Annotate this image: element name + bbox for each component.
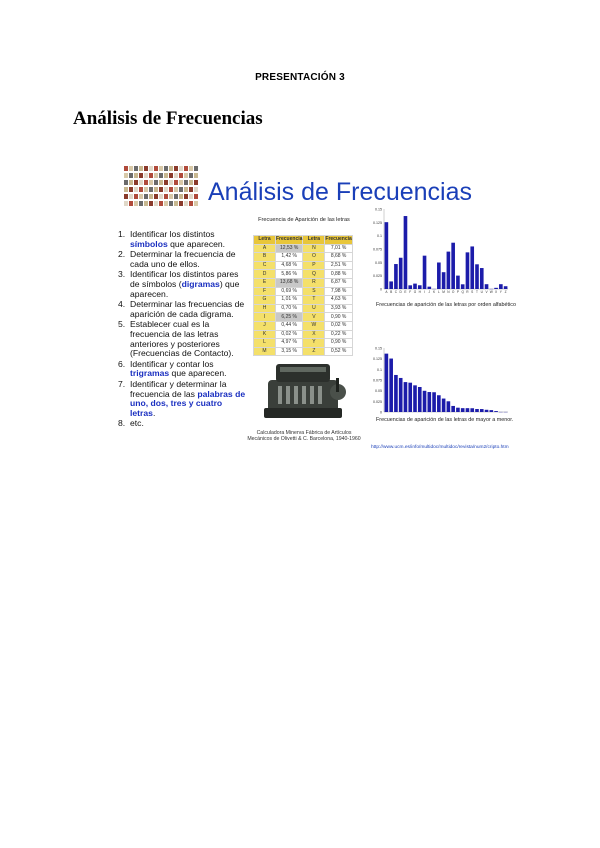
table-header-row <box>254 236 353 245</box>
x-tick-label: S <box>471 290 474 294</box>
x-tick-label: I <box>424 290 425 294</box>
bar <box>404 382 408 412</box>
x-tick-label: T <box>476 290 478 294</box>
y-tick-label: 0.125 <box>373 220 382 225</box>
y-tick-label: 0.1 <box>377 234 382 239</box>
table-header-cell: Frecuencia <box>325 236 352 243</box>
chart-sorted <box>366 346 514 416</box>
list-item <box>118 380 246 418</box>
table-cell: T <box>303 296 325 305</box>
bar <box>504 286 508 289</box>
table-cell: 0,88 % <box>325 270 352 279</box>
table-cell: G <box>254 296 276 305</box>
y-tick-label: 0.075 <box>373 378 382 383</box>
bar <box>399 378 403 412</box>
bar <box>389 281 393 289</box>
bar <box>461 284 465 289</box>
y-tick-label: 0.025 <box>373 399 382 404</box>
list-item-text: Determinar la frecuencia de cada uno de ellos. <box>130 249 236 269</box>
table-cell: P <box>303 261 325 270</box>
bar <box>494 288 498 289</box>
table-row <box>254 296 353 305</box>
page-header: PRESENTACIÓN 3 <box>255 72 345 83</box>
table-header-cell: Letra <box>303 236 325 245</box>
y-tick-label: 0.025 <box>373 274 382 279</box>
bar <box>385 222 389 289</box>
table-cell: Q <box>303 270 325 279</box>
list-item <box>118 300 246 319</box>
table-cell: D <box>254 270 276 279</box>
table-cell: 0,22 % <box>325 330 352 339</box>
table-cell: 2,51 % <box>325 261 352 270</box>
x-tick-label: R <box>466 290 469 294</box>
list-item-number: 3. <box>118 269 126 280</box>
bar <box>466 408 470 412</box>
x-tick-label: A <box>385 290 388 294</box>
bar <box>418 387 422 412</box>
table-cell: 13,68 % <box>276 278 303 287</box>
table-cell: 6,87 % <box>325 278 352 287</box>
y-tick-label: 0.15 <box>375 207 382 212</box>
table-cell: J <box>254 321 276 330</box>
list-item-text: Identificar y contar los trigramas que aparecen. <box>130 358 227 379</box>
table-row <box>254 304 353 313</box>
table-cell: 0,69 % <box>276 287 303 296</box>
list-item-number: 1. <box>118 229 126 239</box>
table-cell: 1,01 % <box>276 296 303 305</box>
chart-alphabetical-caption: Frecuencias de aparición de las letras por orden alfabético <box>376 302 516 308</box>
y-tick-label: 0.15 <box>375 346 382 351</box>
table-header-cell: Frecuencia <box>276 236 303 243</box>
bar <box>461 408 465 412</box>
bar <box>470 246 474 289</box>
table-cell: E <box>254 278 276 287</box>
bar <box>408 383 412 412</box>
x-tick-label: Z <box>504 290 507 294</box>
list-item-text: etc. <box>130 418 144 429</box>
bar <box>394 264 398 289</box>
bar <box>418 285 422 289</box>
table-cell: S <box>303 287 325 296</box>
x-tick-label: N <box>447 290 450 294</box>
x-tick-label: P <box>456 290 459 294</box>
bar <box>499 284 503 289</box>
bar <box>437 395 441 412</box>
list-item-number: 8. <box>118 418 126 429</box>
table-cell: Z <box>303 347 325 356</box>
calculator-machine-image <box>258 358 348 426</box>
table-cell: L <box>254 339 276 348</box>
steps-list <box>118 230 246 430</box>
table-cell: 7,01 % <box>325 244 352 253</box>
bar <box>451 243 455 289</box>
x-tick-label: B <box>390 290 393 294</box>
table-cell: A <box>254 244 276 253</box>
list-item-text: Identificar y determinar la frecuencia de las palabras de uno, dos, tres y cuatro letras. <box>130 378 246 418</box>
table-row <box>254 287 353 296</box>
y-tick-label: 0.075 <box>373 247 382 252</box>
table-cell: B <box>254 253 276 262</box>
table-cell: 4,63 % <box>325 296 352 305</box>
table-cell: U <box>303 304 325 313</box>
list-item <box>118 230 246 249</box>
x-tick-label: U <box>480 290 483 294</box>
y-tick-label: 0.05 <box>375 260 382 265</box>
x-tick-label: Y <box>499 290 502 294</box>
page-title: Análisis de Frecuencias <box>73 108 263 129</box>
y-tick-label: 0.125 <box>373 357 382 362</box>
table-cell: 0,02 % <box>276 330 303 339</box>
table-cell: 6,25 % <box>276 313 303 322</box>
x-tick-label: D <box>399 290 402 294</box>
bar <box>437 262 441 289</box>
x-tick-label: C <box>394 290 398 294</box>
table-cell: 4,68 % <box>276 261 303 270</box>
table-row <box>254 278 353 287</box>
y-tick-label: 0.1 <box>377 367 382 372</box>
list-item-text: Determinar las frecuencias de aparición de cada digrama. <box>130 299 245 319</box>
bar <box>423 391 427 412</box>
slide-image <box>118 160 516 460</box>
list-item-number: 7. <box>118 378 126 389</box>
list-item-number: 4. <box>118 299 126 310</box>
table-cell: 7,98 % <box>325 287 352 296</box>
bar <box>385 354 389 412</box>
bar <box>475 264 479 289</box>
bar <box>399 258 403 289</box>
list-item-text: Establecer cual es la frecuencia de las letras anteriores y posteriores (Frecuencias de Contacto). <box>130 319 234 359</box>
table-row <box>254 270 353 279</box>
bar <box>494 411 498 412</box>
bar <box>432 392 436 412</box>
table-cell: M <box>254 347 276 356</box>
y-tick-label: 0 <box>380 410 382 415</box>
table-cell: N <box>303 244 325 253</box>
table-cell: R <box>303 278 325 287</box>
x-tick-label: Q <box>461 290 464 294</box>
bar <box>456 408 460 412</box>
bar <box>408 285 412 289</box>
table-row <box>254 261 353 270</box>
bar <box>480 409 484 412</box>
x-tick-label: O <box>451 290 455 294</box>
bar <box>413 385 417 412</box>
list-item <box>118 419 246 429</box>
bar <box>447 401 451 412</box>
table-cell: 0,02 % <box>325 321 352 330</box>
x-tick-label: X <box>495 290 498 294</box>
x-tick-label: L <box>437 290 440 294</box>
frequency-table <box>253 235 353 356</box>
bar <box>466 252 470 289</box>
bar <box>485 284 489 289</box>
table-cell: V <box>303 313 325 322</box>
chart-sorted-caption: Frecuencias de aparición de las letras de mayor a menor. <box>376 417 514 423</box>
x-tick-label: E <box>404 290 407 294</box>
table-cell: 3,93 % <box>325 304 352 313</box>
x-tick-label: J <box>428 290 431 294</box>
list-item-text: Identificar los distintos símbolos que aparecen. <box>130 229 226 249</box>
table-row <box>254 321 353 330</box>
chart-alphabetical <box>366 205 514 300</box>
table-cell: 8,68 % <box>325 253 352 262</box>
bar <box>470 408 474 412</box>
x-tick-label: V <box>485 290 488 294</box>
x-tick-label: G <box>413 290 417 294</box>
y-tick-label: 0 <box>380 287 382 292</box>
list-item <box>118 270 246 299</box>
bar <box>485 410 489 412</box>
x-tick-label: K <box>433 290 436 294</box>
table-cell: 0,70 % <box>276 304 303 313</box>
table-row <box>254 347 353 356</box>
table-cell: 0,52 % <box>325 347 352 356</box>
y-tick-label: 0.05 <box>375 389 382 394</box>
bar <box>442 399 446 412</box>
list-item <box>118 250 246 269</box>
table-cell: X <box>303 330 325 339</box>
table-cell: 1,42 % <box>276 253 303 262</box>
table-cell: Y <box>303 339 325 348</box>
x-tick-label: H <box>418 290 421 294</box>
bar <box>404 216 408 289</box>
table-cell: H <box>254 304 276 313</box>
bar <box>480 268 484 289</box>
table-cell: 12,53 % <box>276 244 303 253</box>
list-item-number: 6. <box>118 358 126 369</box>
bar <box>389 359 393 412</box>
table-cell: 3,15 % <box>276 347 303 356</box>
bar <box>423 256 427 289</box>
table-cell: 4,97 % <box>276 339 303 348</box>
bar <box>394 375 398 412</box>
bar <box>451 406 455 412</box>
bar <box>427 287 431 289</box>
table-cell: F <box>254 287 276 296</box>
table-row <box>254 330 353 339</box>
machine-caption: Calculadora Minerva Fábrica de Artículos Mecánicos de Olivetti & C. Barcelona, 1940-1960 <box>247 430 361 442</box>
slide-title: Análisis de Frecuencias <box>208 178 473 206</box>
list-item <box>118 320 246 358</box>
list-item <box>118 360 246 379</box>
table-cell: 0,90 % <box>325 339 352 348</box>
table-title: Frecuencia de Aparición de las letras <box>258 217 350 223</box>
x-tick-label: F <box>409 290 412 294</box>
table-cell: I <box>254 313 276 322</box>
x-tick-label: W <box>489 290 493 294</box>
table-row <box>254 244 353 253</box>
table-cell: 0,90 % <box>325 313 352 322</box>
table-row <box>254 253 353 262</box>
decorative-banner <box>124 166 199 208</box>
table-cell: C <box>254 261 276 270</box>
table-cell: O <box>303 253 325 262</box>
table-row <box>254 339 353 348</box>
bar <box>456 276 460 289</box>
source-link[interactable]: http://www.ucm.es/info/multidoc/multidoc/revista/num2/cripto.htm <box>371 445 509 450</box>
bar <box>427 392 431 412</box>
bar <box>489 410 493 412</box>
table-cell: 0,44 % <box>276 321 303 330</box>
table-header-cell: Letra <box>254 236 276 245</box>
list-item-number: 5. <box>118 319 126 330</box>
bar <box>413 284 417 289</box>
bar <box>442 272 446 289</box>
table-row <box>254 313 353 322</box>
table-cell: 5,86 % <box>276 270 303 279</box>
bar <box>447 252 451 289</box>
table-cell: K <box>254 330 276 339</box>
list-item-number: 2. <box>118 249 126 260</box>
list-item-text: Identificar los distintos pares de símbolos (digramas) que aparecen. <box>130 269 240 299</box>
bar <box>475 409 479 412</box>
x-tick-label: M <box>442 290 445 294</box>
table-cell: W <box>303 321 325 330</box>
